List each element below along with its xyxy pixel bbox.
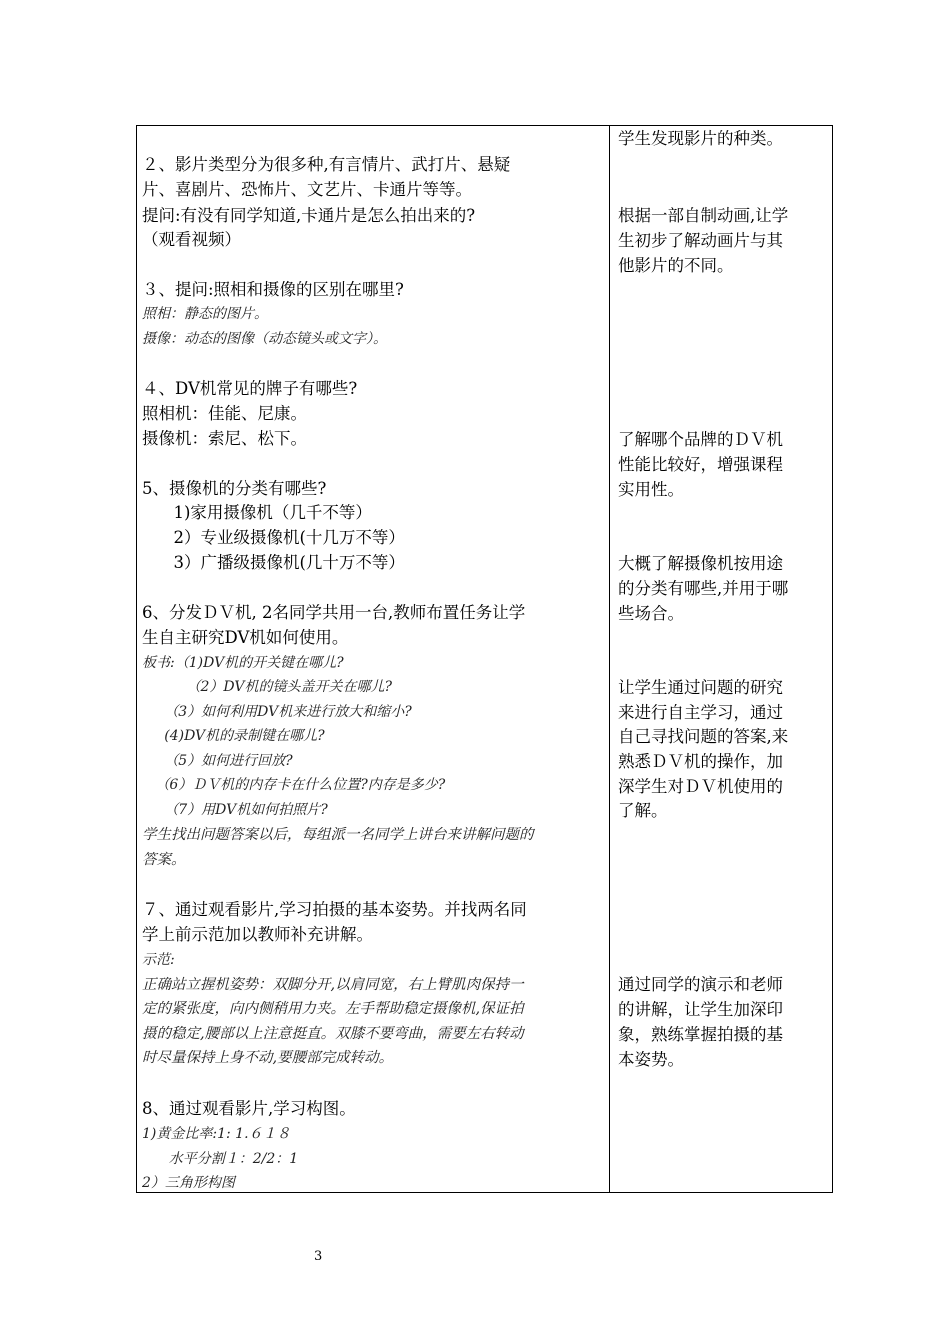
process-line: ２、影片类型分为很多种,有言情片、武打片、悬疑 bbox=[142, 155, 511, 174]
process-line: 1)家用摄像机（几千不等） bbox=[142, 503, 372, 522]
process-line: （3）如何利用DV机来进行放大和缩小? bbox=[142, 704, 412, 720]
process-line: (4)DV机的录制键在哪儿? bbox=[142, 728, 325, 744]
process-line: （7）用DV机如何拍照片? bbox=[142, 802, 328, 818]
process-line: ３、提问:照相和摄像的区别在哪里? bbox=[142, 280, 404, 299]
intent-line: 性能比较好，增强课程 bbox=[618, 455, 783, 474]
process-line: 6、分发ＤＶ机, 2名同学共用一台,教师布置任务让学 bbox=[142, 603, 526, 622]
intent-line: 象，熟练掌握拍摄的基 bbox=[618, 1025, 783, 1044]
process-line: 照相：静态的图片。 bbox=[142, 306, 268, 322]
process-line: 生自主研究DV机如何使用。 bbox=[142, 628, 349, 647]
process-line: 1)黄金比率:1: 1.６１８ bbox=[142, 1126, 291, 1142]
intent-line: 大概了解摄像机按用途 bbox=[618, 554, 783, 573]
process-line: 学生找出问题答案以后，每组派一名同学上讲台来讲解问题的 bbox=[142, 827, 534, 843]
intent-line: 了解。 bbox=[618, 801, 668, 820]
intent-line: 生初步了解动画片与其 bbox=[618, 231, 783, 250]
intent-line: 他影片的不同。 bbox=[618, 256, 734, 275]
intent-line: 深学生对ＤＶ机使用的 bbox=[618, 777, 783, 796]
intent-line: 的讲解，让学生加深印 bbox=[618, 1000, 783, 1019]
process-line: （6）ＤＶ机的内存卡在什么位置?内存是多少? bbox=[142, 777, 446, 793]
process-line: 定的紧张度，向内侧稍用力夹。左手帮助稳定摄像机,保证拍 bbox=[142, 1001, 524, 1017]
intent-line: 自己寻找问题的答案,来 bbox=[618, 727, 789, 746]
process-line: 板书:（1)DV机的开关键在哪儿? bbox=[142, 655, 344, 671]
intent-line: 来进行自主学习，通过 bbox=[618, 703, 783, 722]
process-line: 3）广播级摄像机(几十万不等） bbox=[142, 553, 405, 572]
process-line: 提问:有没有同学知道,卡通片是怎么拍出来的? bbox=[142, 206, 476, 225]
process-line: 摄的稳定,腰部以上注意挺直。双膝不要弯曲，需要左右转动 bbox=[142, 1026, 524, 1042]
process-line: 5、摄像机的分类有哪些? bbox=[142, 479, 327, 498]
intent-line: 的分类有哪些,并用于哪 bbox=[618, 579, 789, 598]
process-line: 时尽量保持上身不动,要腰部完成转动。 bbox=[142, 1050, 394, 1066]
intent-line: 学生发现影片的种类。 bbox=[618, 129, 783, 148]
intent-line: 本姿势。 bbox=[618, 1050, 684, 1069]
process-line: 学上前示范加以教师补充讲解。 bbox=[142, 925, 373, 944]
intent-line: 让学生通过问题的研究 bbox=[618, 678, 783, 697]
intent-line: 些场合。 bbox=[618, 604, 684, 623]
intent-line: 熟悉ＤＶ机的操作，加 bbox=[618, 752, 783, 771]
process-line: （2）DV机的镜头盖开关在哪儿? bbox=[142, 679, 393, 695]
process-line: 摄像机：索尼、松下。 bbox=[142, 429, 307, 448]
process-line: 摄像：动态的图像（动态镜头或文字）。 bbox=[142, 331, 387, 347]
intent-line: 了解哪个品牌的ＤＶ机 bbox=[618, 430, 783, 449]
process-line: 示范: bbox=[142, 952, 175, 968]
intent-line: 通过同学的演示和老师 bbox=[618, 975, 783, 994]
process-line: （5）如何进行回放? bbox=[142, 753, 293, 769]
process-line: 2）专业级摄像机(十几万不等） bbox=[142, 528, 405, 547]
column-divider bbox=[609, 126, 610, 1192]
process-line: ４、DV机常见的牌子有哪些? bbox=[142, 379, 358, 398]
process-line: ７、通过观看影片,学习拍摄的基本姿势。并找两名同 bbox=[142, 900, 527, 919]
process-line: （观看视频） bbox=[142, 230, 241, 249]
process-line: 答案。 bbox=[142, 852, 186, 868]
process-line: 照相机：佳能、尼康。 bbox=[142, 404, 307, 423]
process-line: 水平分割１：2/2：1 bbox=[142, 1151, 299, 1167]
page-number: 3 bbox=[314, 1249, 323, 1264]
process-line: 正确站立握机姿势：双脚分开,以肩同宽，右上臂肌肉保持一 bbox=[142, 977, 524, 993]
process-line: 2）三角形构图 bbox=[142, 1175, 235, 1191]
intent-line: 根据一部自制动画,让学 bbox=[618, 206, 789, 225]
lesson-table bbox=[136, 125, 833, 1193]
process-line: 片、喜剧片、恐怖片、文艺片、卡通片等等。 bbox=[142, 180, 472, 199]
process-line: 8、通过观看影片,学习构图。 bbox=[142, 1099, 356, 1118]
intent-line: 实用性。 bbox=[618, 480, 684, 499]
